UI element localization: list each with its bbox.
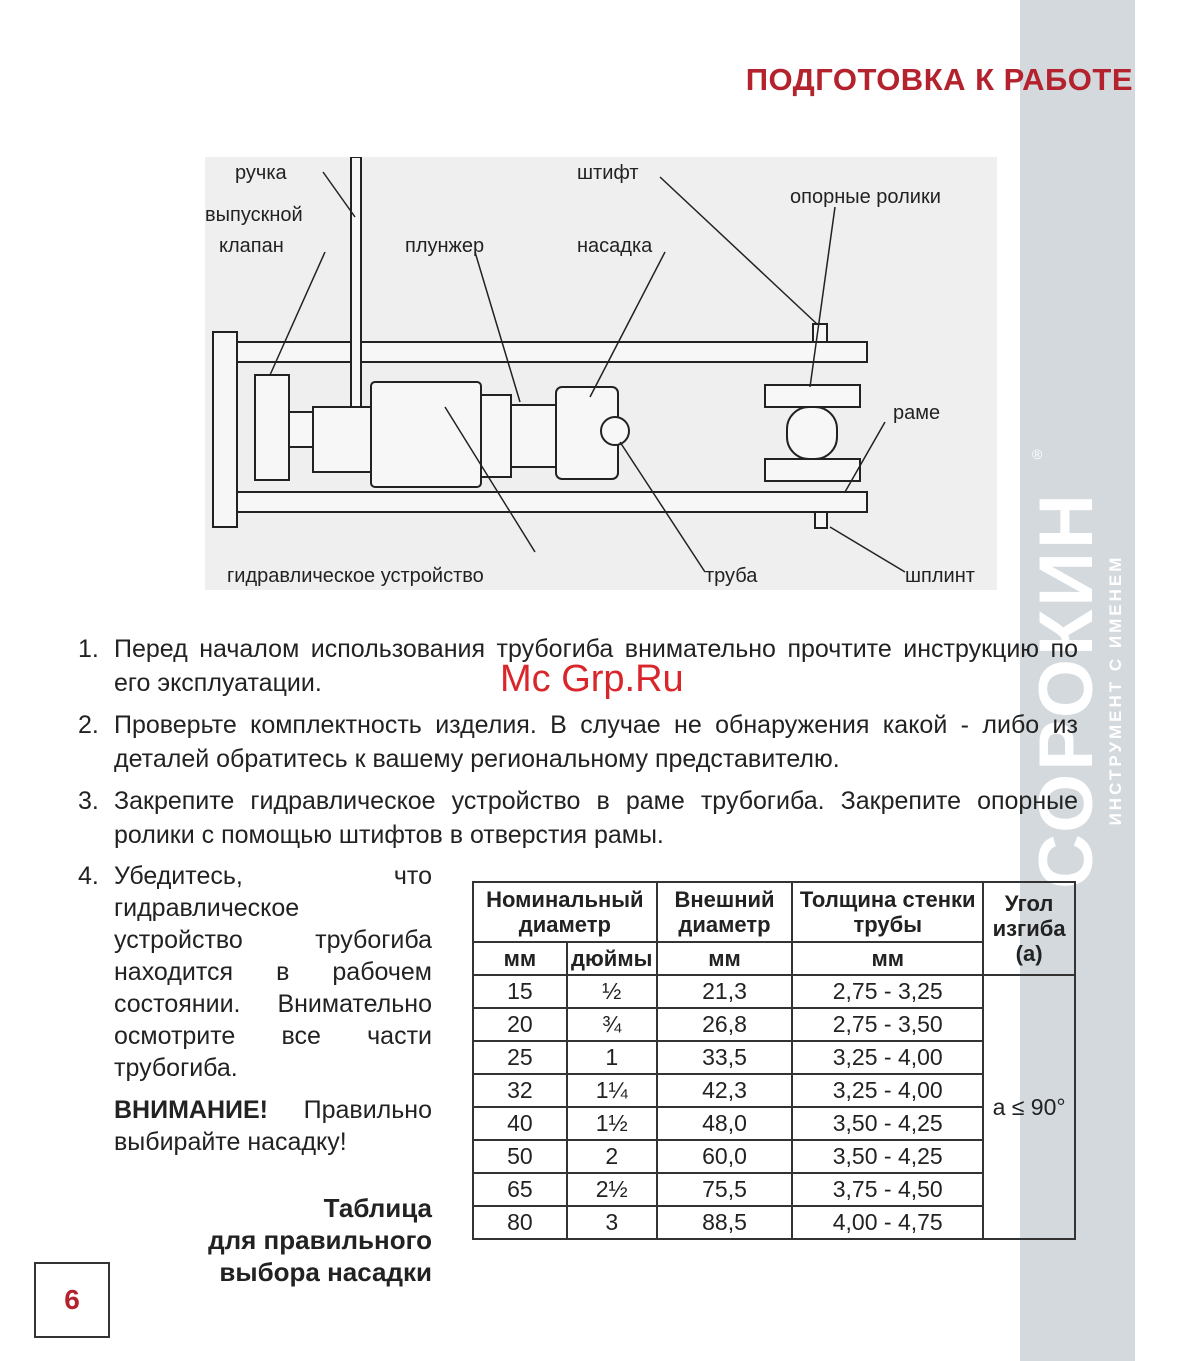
cell-mm: 65	[473, 1173, 567, 1206]
frame-end-plate	[213, 332, 237, 527]
cylinder-collar	[481, 395, 511, 477]
warning-label: ВНИМАНИЕ!	[114, 1096, 268, 1124]
step-number: 2.	[78, 711, 99, 739]
cell-wall: 3,50 - 4,25	[792, 1140, 983, 1173]
cell-wall: 3,50 - 4,25	[792, 1107, 983, 1140]
label-plunger: плунжер	[405, 235, 485, 257]
cell-mm: 25	[473, 1041, 567, 1074]
hydraulic-cylinder	[371, 382, 481, 487]
step-number: 4.	[78, 862, 99, 890]
unit-wall-mm: мм	[792, 942, 983, 975]
cell-outer: 42,3	[657, 1074, 793, 1107]
cell-inch: ½	[567, 975, 657, 1008]
cell-mm: 32	[473, 1074, 567, 1107]
cell-inch: ¾	[567, 1008, 657, 1041]
roller-bottom	[765, 459, 860, 481]
cell-mm: 80	[473, 1206, 567, 1239]
hydraulic-base	[255, 375, 289, 480]
valve-block	[289, 412, 313, 447]
step-4	[78, 860, 432, 1288]
step-number: 3.	[78, 787, 99, 815]
header-nominal: Номинальный диаметр	[473, 882, 657, 942]
table-caption	[78, 1192, 432, 1288]
brand-name: СОРОКИН	[1024, 491, 1109, 889]
pump-body	[313, 407, 371, 472]
step-number: 1.	[78, 635, 99, 663]
step-text: Перед началом использования трубогиба внимательно прочтите инструкцию по его эксплуатации.	[114, 635, 1078, 697]
cell-wall: 2,75 - 3,25	[792, 975, 983, 1008]
cell-inch: 2½	[567, 1173, 657, 1206]
label-nozzle: насадка	[577, 235, 653, 257]
step-2	[78, 708, 1078, 776]
cell-outer: 88,5	[657, 1206, 793, 1239]
page-number: 6	[34, 1262, 110, 1338]
cell-mm: 50	[473, 1140, 567, 1173]
label-pipe: труба	[705, 565, 758, 587]
unit-outer-mm: мм	[657, 942, 793, 975]
cell-mm: 15	[473, 975, 567, 1008]
cell-inch: 3	[567, 1206, 657, 1239]
cell-wall: 3,75 - 4,50	[792, 1173, 983, 1206]
brand-tagline: ИНСТРУМЕНТ С ИМЕНЕМ	[1106, 554, 1125, 826]
label-pin: штифт	[577, 162, 639, 184]
warning-note	[114, 1094, 432, 1158]
caption-line: для правильного	[208, 1225, 432, 1255]
cell-outer: 33,5	[657, 1041, 793, 1074]
cell-outer: 21,3	[657, 975, 793, 1008]
cell-wall: 3,25 - 4,00	[792, 1041, 983, 1074]
warning-text: Правильно выбирайте насадку!	[114, 1096, 432, 1156]
cotter-pin	[815, 512, 827, 528]
cell-inch: 2	[567, 1140, 657, 1173]
frame-top-rail	[237, 342, 867, 362]
pipe-bender-diagram	[205, 157, 997, 590]
header-outer: Внешний диаметр	[657, 882, 793, 942]
cell-outer: 60,0	[657, 1140, 793, 1173]
plunger-rod	[511, 405, 556, 467]
step-text: Убедитесь, что гидравлическое устройство трубогиба находится в рабочем состоянии. Внимательно осмотрите все части трубогиба.	[114, 862, 432, 1082]
label-hydraulic: гидравлическое устройство	[227, 565, 484, 587]
pipe-circle	[601, 417, 629, 445]
watermark: Mc Grp.Ru	[500, 658, 684, 700]
header-wall: Толщина стенки трубы	[792, 882, 983, 942]
label-rollers: опорные ролики	[790, 186, 941, 208]
unit-mm: мм	[473, 942, 567, 975]
step-text: Проверьте комплектность изделия. В случае не обнаружения какой - либо из деталей обратитесь к вашему региональному представителю.	[114, 711, 1078, 773]
section-title: ПОДГОТОВКА К РАБОТЕ	[745, 62, 1133, 97]
cell-inch: 1½	[567, 1107, 657, 1140]
diagram-background	[205, 157, 997, 590]
cell-inch: 1¼	[567, 1074, 657, 1107]
cell-wall: 4,00 - 4,75	[792, 1206, 983, 1239]
unit-inch: дюймы	[567, 942, 657, 975]
cell-wall: 2,75 - 3,50	[792, 1008, 983, 1041]
label-cotter: шплинт	[905, 565, 975, 587]
table-row	[473, 975, 1075, 1008]
cell-mm: 40	[473, 1107, 567, 1140]
cell-outer: 48,0	[657, 1107, 793, 1140]
cell-outer: 26,8	[657, 1008, 793, 1041]
step-3	[78, 784, 1078, 852]
label-valve-2: клапан	[219, 235, 284, 257]
caption-line: выбора насадки	[219, 1257, 432, 1287]
label-frame: раме	[893, 402, 941, 424]
roller-neck	[787, 407, 837, 459]
cell-inch: 1	[567, 1041, 657, 1074]
cell-wall: 3,25 - 4,00	[792, 1074, 983, 1107]
caption-line: Таблица	[323, 1193, 432, 1223]
roller-top	[765, 385, 860, 407]
cell-angle: а ≤ 90°	[983, 975, 1075, 1239]
cell-outer: 75,5	[657, 1173, 793, 1206]
cell-mm: 20	[473, 1008, 567, 1041]
header-angle: Угол изгиба (а)	[983, 882, 1075, 975]
label-handle: ручка	[235, 162, 287, 184]
frame-bottom-rail	[237, 492, 867, 512]
step-text: Закрепите гидравлическое устройство в раме трубогиба. Закрепите опорные ролики с помощью штифтов в отверстия рамы.	[114, 787, 1078, 849]
pin	[813, 324, 827, 342]
nozzle-table	[472, 881, 1076, 1240]
label-valve-1: выпускной	[205, 204, 303, 226]
registered-mark: ®	[1032, 446, 1043, 462]
handle-rod	[351, 157, 361, 412]
